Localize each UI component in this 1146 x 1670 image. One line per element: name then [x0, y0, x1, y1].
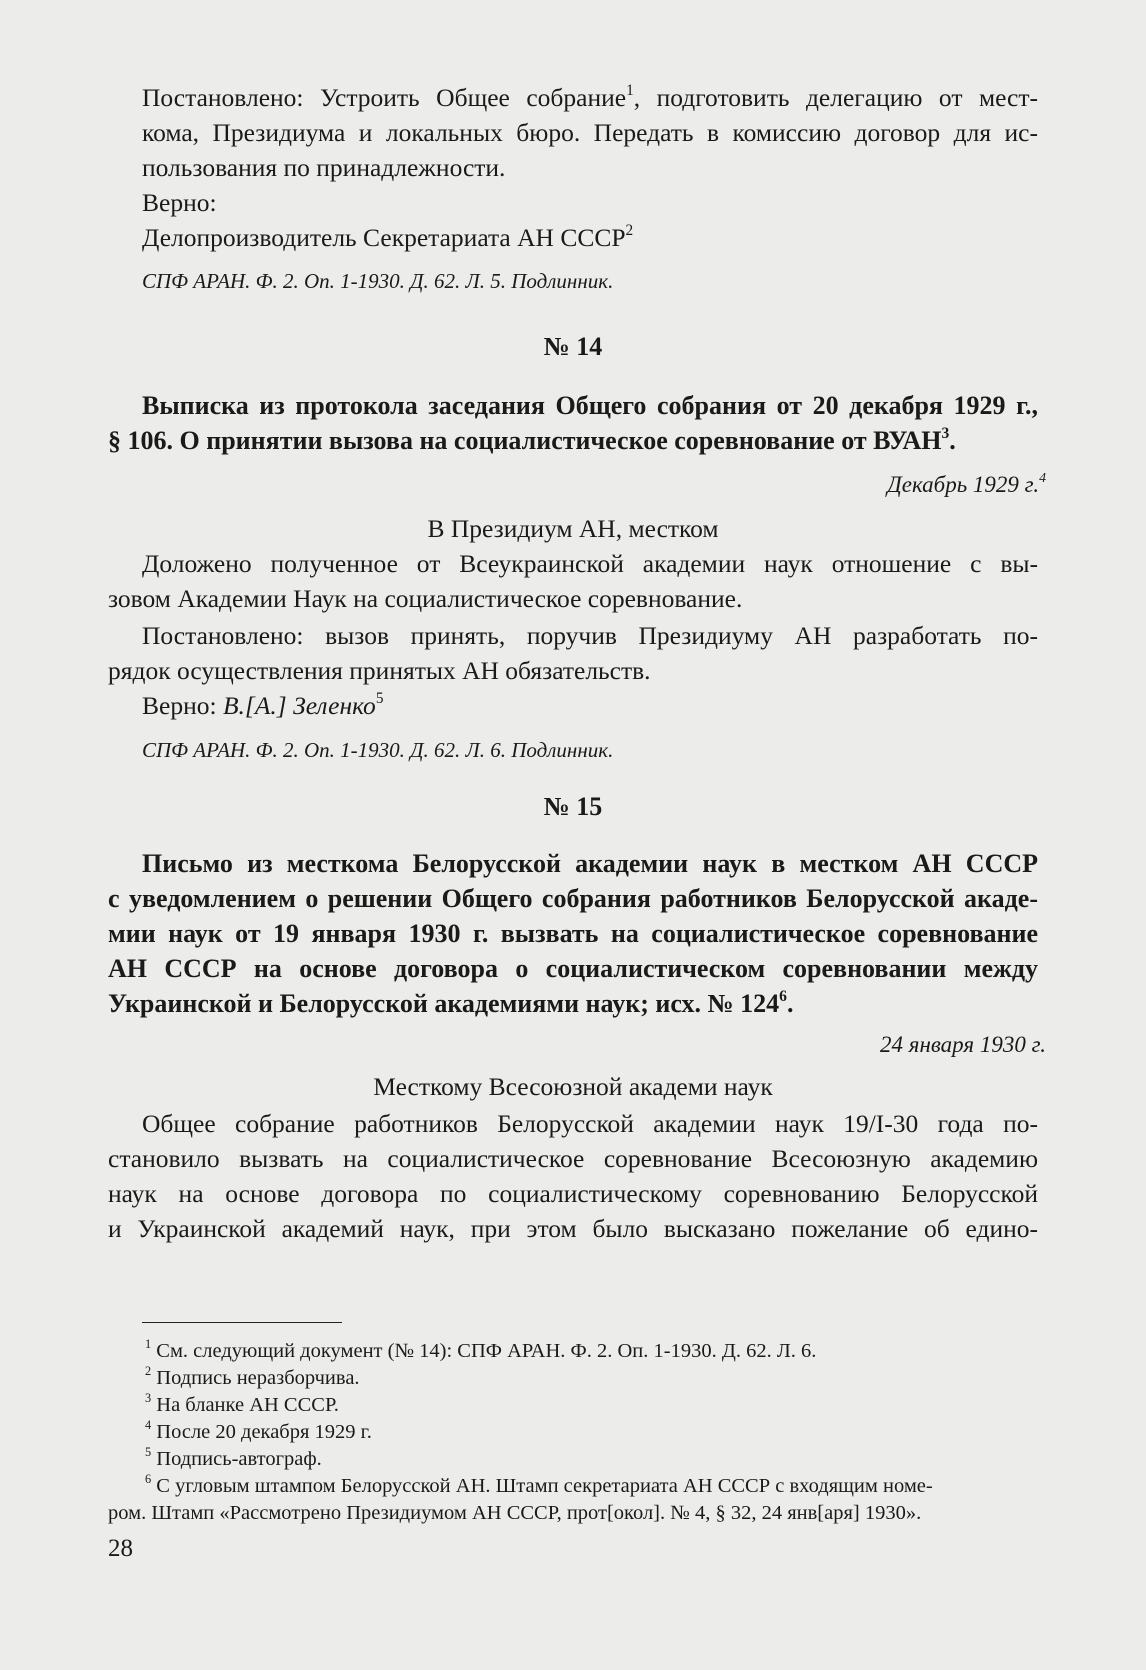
- addressee-15: Месткому Всесоюзной академи наук: [373, 1072, 773, 1101]
- resolution-text-1: Постановлено: Устроить Общее собрание: [142, 83, 627, 112]
- verno-1: Верно:: [142, 188, 217, 217]
- footnote-ref-1: 1: [626, 81, 634, 99]
- document-number-15: № 15: [543, 792, 603, 821]
- doc14-report-paragraph: Доложено полученное от Всеукраинской академии наук отношение с вы- зовом Академии Наук на социалистическое соревнование.: [108, 549, 1038, 613]
- page-number: 28: [108, 1535, 133, 1562]
- doc14-resolution-paragraph: Постановлено: вызов принять, поручив Президиуму АН разработать по- рядок осуществления принятых АН обязательств.: [108, 621, 1038, 685]
- archive-source-1: СПФ АРАН. Ф. 2. Оп. 1-1930. Д. 62. Л. 5. Подлинник.: [142, 269, 614, 293]
- footnotes: [108, 1338, 1038, 1527]
- footnote-6: $^6$ С угловым штампом Белорусской АН. Штамп секретариата АН СССР с входящим номе-: [145, 1471, 933, 1497]
- footnote-5: $^5$ Подпись-автограф.: [145, 1444, 322, 1470]
- addressee-14: В Президиум АН, местком: [427, 514, 719, 543]
- clerk-signature: Делопроизводитель Секретариата АН СССР$^2$: [142, 221, 634, 252]
- footnote-2: $^2$ Подпись неразборчива.: [145, 1363, 360, 1389]
- footnote-4: $^4$ После 20 декабря 1929 г.: [145, 1417, 372, 1443]
- footnote-divider: [142, 1322, 342, 1323]
- footnote-ref-3: 3: [941, 424, 950, 442]
- resolution-text-1b: , подготовить делегацию от мест-: [633, 83, 1038, 112]
- document-title-14: Выписка из протокола заседания Общего собрания от 20 декабря 1929 г., § 106. О принятии вызова на социалистическое соревнование от ВУАН$^3$.: [108, 391, 1038, 455]
- footnote-1: $^1$ См. следующий документ (№ 14): СПФ АРАН. Ф. 2. Оп. 1-1930. Д. 62. Л. 6.: [145, 1336, 817, 1362]
- document-date-15: 24 января 1930 г.: [880, 1032, 1046, 1057]
- archive-source-14: СПФ АРАН. Ф. 2. Оп. 1-1930. Д. 62. Л. 6. Подлинник.: [142, 738, 614, 762]
- doc15-body-paragraph: Общее собрание работников Белорусской академии наук 19/I-30 года по- становило вызвать на социалистическое соревнование Всесоюзную академию наук на основе договора по социалистическому соревнованию Белорусской и Украинской академий наук, при этом было высказано пожелание об едино-: [108, 1109, 1038, 1243]
- doc14-verno-signature: Верно: В.[А.] Зеленко$^5$: [142, 689, 384, 720]
- document-title-15: Письмо из месткома Белорусской академии наук в местком АН СССР с уведомлением о решении Общего собрания работников Белорусской акаде- мии наук от 19 января 1930 г. вызвать на социалистическое соревнование АН СССР на основе договора о социалистическом соревновании между Украинской и Белорусской академиями наук; исх. № $124^6$.: [108, 849, 1038, 1018]
- resolution-text-2: кома, Президиума и локальных бюро. Передать в комиссию договор для ис-: [142, 118, 1038, 147]
- resolution-paragraph: [108, 80, 1038, 185]
- footnote-ref-6: 6: [779, 987, 787, 1005]
- footnote-ref-4: 4: [1039, 469, 1046, 485]
- footnote-ref-2: 2: [625, 221, 634, 239]
- resolution-text-3: пользования по принадлежности.: [142, 153, 506, 182]
- footnote-ref-5: 5: [375, 689, 384, 707]
- document-date-14: Декабрь 1929 г.$^4$: [887, 469, 1046, 497]
- document-number-14: № 14: [543, 332, 603, 361]
- footnote-3: $^3$ На бланке АН СССР.: [145, 1390, 339, 1416]
- footnote-6-continued: ром. Штамп «Рассмотрено Президиумом АН СССР, прот[окол]. № 4, § 32, 24 янв[аря] 1930».: [108, 1502, 922, 1524]
